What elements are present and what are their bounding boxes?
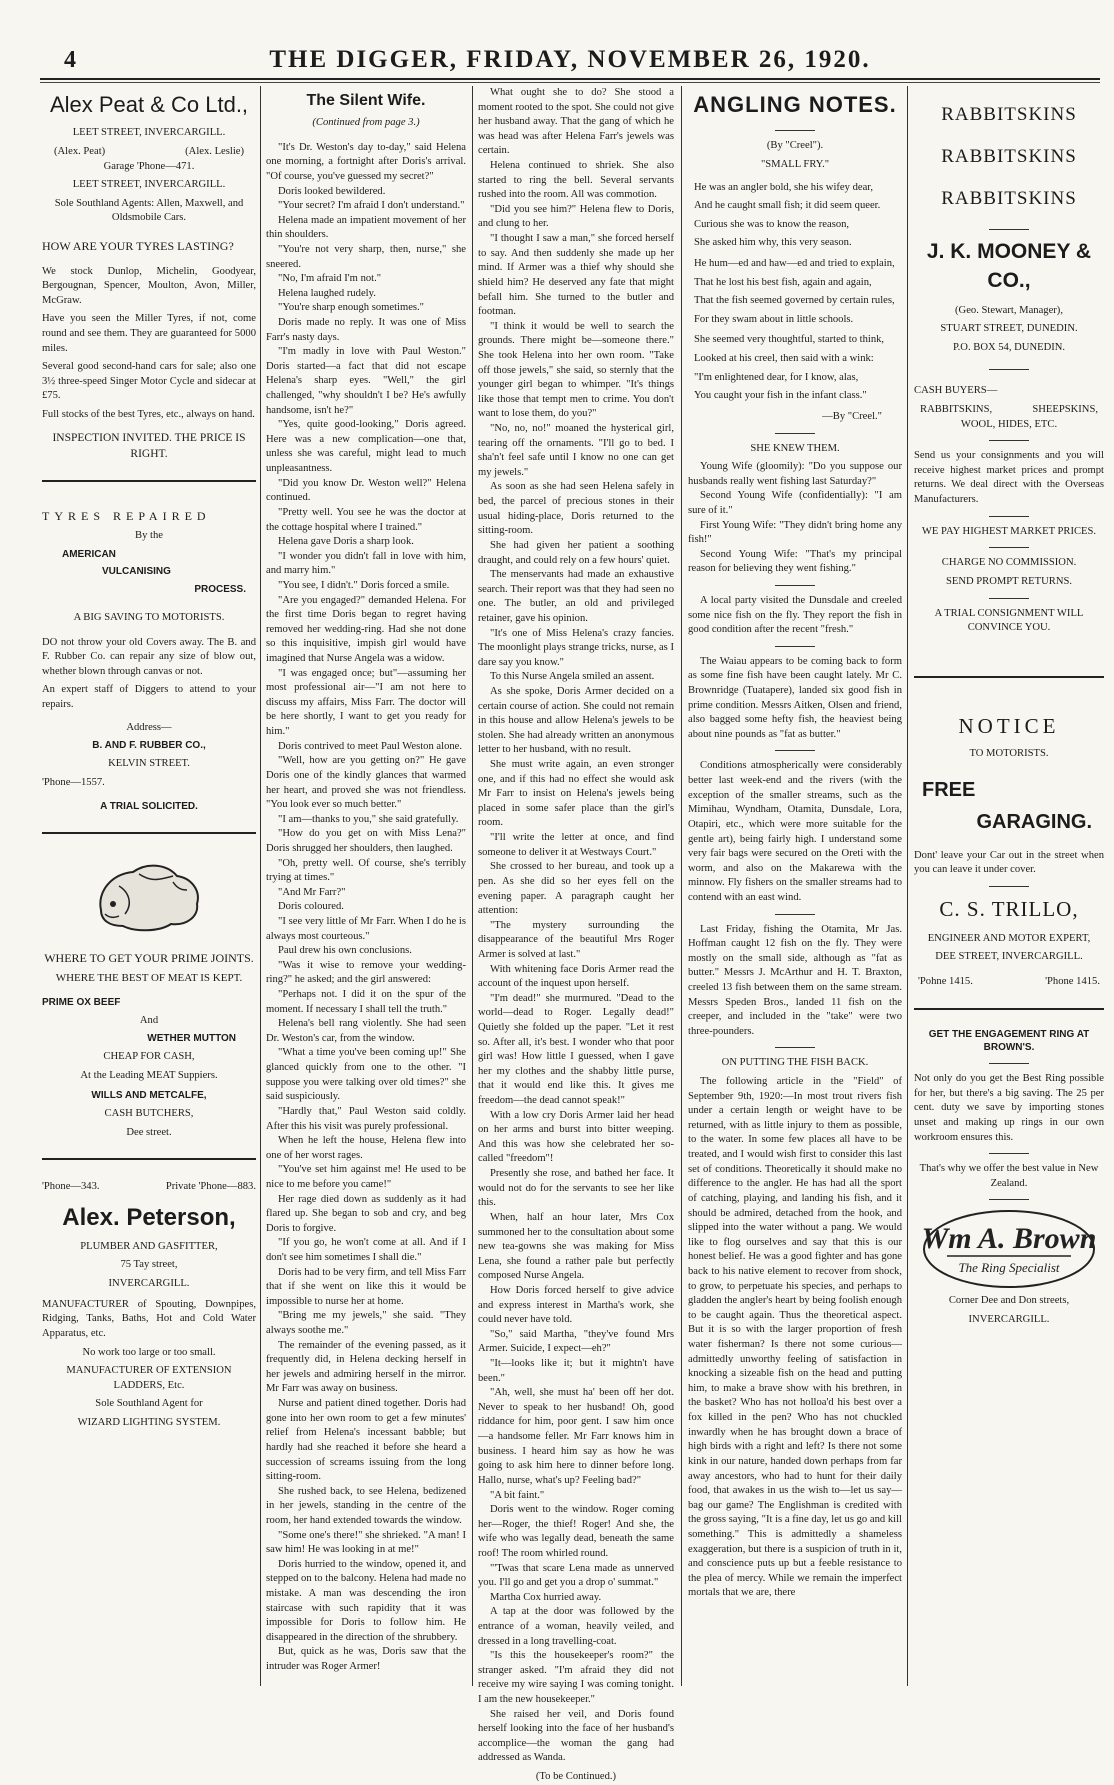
divider bbox=[775, 585, 815, 586]
story-paragraph: "You're sharp enough sometimes." bbox=[278, 302, 425, 314]
divider bbox=[775, 750, 815, 751]
angling-para-1: A local party visited the Dunsdale and creeled some nice fish on the fly. They report the fish in good condition after the recent "fresh." bbox=[688, 594, 902, 636]
poem-line: She seemed very thoughtful, started to think, bbox=[694, 334, 885, 346]
ad-peat-agents: Sole Southland Agents: Allen, Maxwell, and Oldsmobile Cars. bbox=[54, 197, 244, 224]
story-paragraph: "The mystery surrounding the disappearance of the beautiful Mrs Roger Armer is solved at last." bbox=[478, 919, 674, 960]
story-paragraph: "It's one of Miss Helena's crazy fancies. The moonlight plays strange tricks, nurse, as I dare say you know." bbox=[478, 627, 674, 668]
story-paragraph: "Did you see him?" Helena flew to Doris, and clung to her. bbox=[478, 203, 674, 230]
story-paragraph: Doris looked bewildered. bbox=[278, 185, 386, 197]
story-paragraph: With whitening face Doris Armer read the account of the inquest upon herself. bbox=[478, 963, 674, 990]
story-paragraph: "Bring me my jewels," she said. "They always soothe me." bbox=[266, 1310, 466, 1337]
story-paragraph: "I think it would be well to search the grounds. There might be—someone there." She took Helena into her own room. "Take off those jewels," she said, so sternly that the younger girl began to whimper. "It's things like those that tempt men to crime. You don't want to lose them, do you?" bbox=[478, 320, 674, 420]
story-paragraph: Helena laughed rudely. bbox=[278, 287, 376, 299]
dialogue-line: Second Young Wife: "That's my principal reason for believing they went fishing." bbox=[688, 548, 902, 575]
story-paragraph: "Your secret? I'm afraid I don't understand." bbox=[278, 200, 465, 212]
story-paragraph: When, half an hour later, Mrs Cox summoned her to the consultation about some new tea-gowns she was making for Miss Lena, she found a rather pale but perfectly composed Nurse Angela. bbox=[478, 1211, 674, 1282]
story-paragraph: As soon as she had seen Helena safely in bed, the parcel of precious stones in their usual hiding-place, Doris returned to the sitting-room. bbox=[478, 481, 674, 537]
story-paragraph: How Doris forced herself to give advice and express interest in Martha's work, she could never have told. bbox=[478, 1284, 674, 1326]
story-paragraph: Doris contrived to meet Paul Weston alone. bbox=[278, 740, 463, 752]
ad-tyres-trial: A TRIAL SOLICITED. bbox=[100, 801, 198, 813]
story-paragraph: "How do you get on with Miss Lena?" Doris shrugged her shoulders, then laughed. bbox=[266, 828, 466, 854]
poem-line: That he lost his best fish, again and again, bbox=[694, 276, 872, 288]
divider bbox=[989, 598, 1029, 599]
story-paragraph: "I was engaged once; but"—assuming her most professional air—"I am not here to discuss my affairs, Miss Farr. The doctor will be here shortly, I want to get you ready for him." bbox=[266, 667, 466, 738]
story-paragraph: Doris went to the window. Roger coming her—Roger, the thief! Roger! And she, the wife who was legally dead, beneath the same roof! The room whirled round. bbox=[478, 1504, 674, 1559]
divider bbox=[914, 1008, 1104, 1010]
ad-tyres-vulcanising: VULCANISING bbox=[102, 566, 171, 578]
ad-peat-name: Alex Peat & Co Ltd., bbox=[49, 92, 249, 117]
garage-dont: Dont' leave your Car out in the street when you can leave it under cover. bbox=[914, 849, 1104, 876]
story-paragraph: What ought she to do? She stood a moment rooted to the spot. She could not give her husband away. That the gang of which he was head was after Helena Farr's jewels was certain. bbox=[478, 87, 674, 157]
angling-para-4: Last Friday, fishing the Otamita, Mr Jas. Hoffman caught 12 fish on the fly. They were mostly on the small side, although as "fat as butter." Messrs J. McArthur and H. T. Braxton, creeled 13 fish between them on the same stream. Messrs Speden Bros., landed 11 fish on the creeper, and included in the "take" were two three-pounders. bbox=[688, 923, 902, 1037]
dialogue-line: Second Young Wife (confidentially): "I am sure of it." bbox=[688, 490, 902, 516]
divider bbox=[775, 433, 815, 434]
story-paragraph: "A bit faint." bbox=[490, 1489, 545, 1501]
story-paragraph: Doris had to be very firm, and tell Miss Farr that if she went on like this it would be impossible to nurse her at home. bbox=[266, 1266, 466, 1307]
divider bbox=[989, 440, 1029, 441]
divider bbox=[914, 676, 1104, 678]
story-paragraph: Doris coloured. bbox=[278, 901, 344, 913]
poem-line: "I'm enlightened dear, for I know, alas, bbox=[694, 371, 859, 383]
story-paragraph: She rushed back, to see Helena, bedizened in her jewels, standing in the centre of the room, her hand extended towards the window. bbox=[266, 1485, 466, 1526]
trillo-street: DEE STREET, INVERCARGILL. bbox=[935, 951, 1083, 963]
ad-peterson-trade: PLUMBER AND GASFITTER, bbox=[80, 1240, 218, 1252]
mooney-box: P.O. BOX 54, DUNEDIN. bbox=[952, 341, 1066, 353]
story-paragraph: "'Twas that scare Lena made as unnerved you. I'll go and get you a drop o' summat." bbox=[478, 1562, 674, 1589]
poem-line: He was an angler bold, she his wifey dear, bbox=[694, 181, 874, 193]
divider bbox=[775, 130, 815, 131]
story-paragraph: To this Nurse Angela smiled an assent. bbox=[490, 671, 655, 683]
angling-signature: —By "Creel." bbox=[822, 410, 882, 422]
divider bbox=[775, 646, 815, 647]
story-paragraph: Doris hurried to the window, opened it, and stepped on to the balcony. Helena had made no mistake. A man was descending the iron staircase with such rapidity that it was impossible for Doris to follow him. He disappeared in the direction of the shrubbery. bbox=[266, 1558, 466, 1643]
ad-tyres-heading: TYRES REPAIRED bbox=[42, 509, 211, 524]
story-paragraph: "Oh, pretty well. Of course, she's terribly trying at times." bbox=[266, 857, 466, 884]
story-paragraph: "I wonder you didn't fall in love with him, and marry him." bbox=[266, 550, 466, 577]
garage-free: FREE bbox=[922, 779, 976, 802]
divider bbox=[42, 1158, 256, 1160]
ad-peterson-phones bbox=[42, 1180, 256, 1195]
divider bbox=[42, 832, 256, 834]
ad-peterson-agent: Sole Southland Agent for bbox=[95, 1398, 203, 1410]
dialogue-line: Young Wife (gloomily): "Do you suppose our husbands really went fishing last Saturday?" bbox=[688, 461, 902, 487]
ad-tyres-street: KELVIN STREET. bbox=[108, 757, 190, 769]
ad-peat-stock: We stock Dunlop, Michelin, Goodyear, Bergougnan, Spencer, Moulton, Avon, Miller, McGraw. bbox=[42, 265, 256, 306]
brown-offer: That's why we offer the best value in New Zealand. bbox=[919, 1163, 1099, 1189]
story-paragraph: "No, I'm afraid I'm not." bbox=[278, 273, 382, 285]
divider bbox=[775, 914, 815, 915]
story-paragraph: "It's Dr. Weston's day to-day," said Helena one morning, a fortnight after Doris's arrival. "Of course, you've guessed my secret?" bbox=[266, 141, 466, 182]
story-paragraph: She must write again, an even stronger one, and if this had no effect she would ask Mr Farr to insist on Helena's jewels being placed in some safer place than the girl's room. bbox=[478, 759, 674, 829]
ad-peterson-manufacturer: MANUFACTURER of Spouting, Downpipes, Ridging, Tanks, Baths, Hot and Cold Water Apparatus, etc. bbox=[42, 1298, 256, 1339]
ad-meat-best: WHERE THE BEST OF MEAT IS KEPT. bbox=[55, 971, 243, 984]
ad-peat-question: HOW ARE YOUR TYRES LASTING? bbox=[42, 239, 234, 254]
ad-peterson-ladders: MANUFACTURER OF EXTENSION LADDERS, Etc. bbox=[66, 1365, 232, 1391]
mooney-sheepskins: SHEEPSKINS, bbox=[1032, 404, 1098, 416]
brown-logo-tagline: The Ring Specialist bbox=[958, 1260, 1060, 1276]
ad-meat-butchers: CASH BUTCHERS, bbox=[104, 1107, 194, 1119]
story-paragraph: "Was it wise to remove your wedding-ring?" he asked; and the girl answered: bbox=[266, 959, 466, 986]
ad-peterson-nowork: No work too large or too small. bbox=[82, 1346, 216, 1358]
ad-meat-beef: PRIME OX BEEF bbox=[42, 996, 121, 1008]
poem-line: She asked him why, this very season. bbox=[694, 237, 852, 249]
ad-peterson bbox=[42, 1180, 256, 1430]
story-paragraph: "I see very little of Mr Farr. When I do he is always most courteous." bbox=[266, 915, 466, 942]
poem-line: For they swam about in little schools. bbox=[694, 313, 854, 325]
column-divider bbox=[472, 86, 473, 1686]
column-2 bbox=[266, 86, 466, 1686]
trillo-name: C. S. TRILLO, bbox=[939, 896, 1079, 921]
angling-small-fry: "SMALL FRY." bbox=[760, 158, 830, 170]
brown-heading: GET THE ENGAGEMENT RING AT BROWN'S. bbox=[928, 1028, 1090, 1054]
brown-corner: Corner Dee and Don streets, bbox=[948, 1295, 1070, 1307]
story-paragraph: With a low cry Doris Armer laid her head on her arms and burst into bitter weeping. And this was how she celebrated her so-called "freedom"! bbox=[478, 1109, 674, 1165]
angling-para-5: The following article in the "Field" of September 9th, 1920:—In most trout rivers fish under a certain length or weight have to be returned, with as little injury to them as possible, to the water. In some few places all have to be treated, and I would wish first to consider this last set of conditions. Theoretically it should make no difference to the angler. He has had all the sport of catching, playing, and landing his fish, and it should be admired, detached from the hook, and slipped into the water without a pang. We would like to flog ourselves and say that this is our honest belief. He was a good fighter and has gone back to his native element to recover from shock, to grow, to perpetuate his species, and perhaps to gladden the angler's heart by being foolish enough to be caught again. Thus the theoretical aspect. But it is so with the larger proportion of fresh water fisherman? Is there not some curious—admittedly unworthy feeling of satisfaction in knocking a sizeable fish on the head and putting him, to make a brave show with his brethren, in the basket? Who has not holloa'd his best over a fox killed in the pen? Who has not chuckled inwardly when he has brought down a brace of high birds with a right and left? Is there not some kink in our nature, handed down perhaps from far away ancestors, who had to hunt for their daily food, that awakes in us the wish to—let us say—bag our game? The Englishman is credited with the gross saying, "It is a fine day, let us go and kill something." This is admittedly a shameless exaggeration, but there is a suspicion of truth in it, and conscience puts up but a feeble resistance to the plea of mercy. While we remain the imperfect mortals that we are, there bbox=[688, 1076, 902, 1599]
ad-peat-street: LEET STREET, INVERCARGILL. bbox=[72, 127, 226, 139]
ad-meat-firm: WILLS AND METCALFE, bbox=[91, 1090, 207, 1102]
story-paragraph: "You've set him against me! He used to be nice to me before you came!" bbox=[266, 1164, 466, 1190]
story-paragraph: Presently she rose, and bathed her face. It would not do for the servants to see her like this. bbox=[478, 1168, 674, 1209]
mooney-send: Send us your consignments and you will receive highest market prices and prompt returns. We deal direct with the Overseas Manufacturers. bbox=[914, 450, 1104, 506]
notice-heading: NOTICE bbox=[958, 713, 1060, 738]
ad-tyres-body2: An expert staff of Diggers to attend to your repairs. bbox=[42, 684, 256, 710]
ad-meat bbox=[42, 852, 256, 1140]
ad-peterson-town: INVERCARGILL. bbox=[108, 1278, 190, 1290]
ox-head-illustration bbox=[89, 852, 209, 942]
ad-peat-street2: LEET STREET, INVERCARGILL. bbox=[72, 179, 226, 191]
column-divider bbox=[260, 86, 261, 1686]
dialogue-line: First Young Wife: "They didn't bring home any fish!" bbox=[688, 519, 902, 546]
story-paragraph: "I am—thanks to you," she said gratefully. bbox=[278, 813, 459, 825]
story-paragraph: "Did you know Dr. Weston well?" Helena continued. bbox=[266, 477, 466, 504]
ad-tyres-address: Address— bbox=[126, 721, 172, 733]
story-paragraph: "So," said Martha, "they've found Mrs Armer. Suicide, I expect—eh?" bbox=[478, 1328, 674, 1355]
story-paragraph: Helena gave Doris a sharp look. bbox=[278, 536, 414, 548]
story-paragraph: But, quick as he was, Doris saw that the intruder was Roger Armer! bbox=[266, 1646, 466, 1673]
divider bbox=[989, 229, 1029, 230]
poem-line: Looked at his creel, then said with a wink: bbox=[694, 353, 874, 365]
ad-tyres-repaired bbox=[42, 508, 256, 814]
divider bbox=[989, 1153, 1029, 1154]
story-paragraph: The menservants had made an exhaustive search. Their report was that they had seen no one. The butler, an old and privileged retainer, gave his opinion. bbox=[478, 569, 674, 624]
poem-line: That the fish seemed governed by certain rules, bbox=[694, 295, 895, 307]
poem-line: And he caught small fish; it did seem queer. bbox=[694, 200, 881, 212]
column-1 bbox=[42, 86, 256, 1686]
ad-tyres-body1: DO not throw your old Covers away. The B. and F. Rubber Co. can repair any size of blow out, whether blown through canvas or not. bbox=[42, 636, 256, 677]
story-paragraph: When he left the house, Helena flew into one of her worst rages. bbox=[266, 1135, 466, 1161]
story-paragraph: The remainder of the evening passed, as it frequently did, in Helena decking herself in her jewels and admiring herself in the mirror. Mr Farr was away on business. bbox=[266, 1339, 466, 1395]
story-paragraph: As she spoke, Doris Armer decided on a certain course of action. She could not remain in this house and allow Helena's jewels to be stolen. She had already written an anonymous letter to her husband, with no result. bbox=[478, 685, 674, 756]
story-paragraph: "No, no, no!" moaned the hysterical girl, tearing off the ornaments. "I'll go to bed. I sha'n't feel safe until I know no one can get my jewels." bbox=[478, 423, 674, 478]
story-paragraph: "If you go, he won't come at all. And if I don't see him sometimes I shall die." bbox=[266, 1237, 466, 1263]
story-paragraph: "Are you engaged?" demanded Helena. For the first time Doris began to regret having removed her wedding-ring. Had she not done so this inquisitive, impish girl would have imagined that Nurse Angela was a widow. bbox=[266, 594, 466, 665]
ad-peat-cars: Several good second-hand cars for sale; also one 3½ three-speed Singer Motor Cycle and sidecar at £75. bbox=[42, 361, 256, 402]
angling-byline: (By "Creel"). bbox=[766, 140, 824, 152]
ad-peat-phone: Garage 'Phone—471. bbox=[103, 160, 195, 172]
trillo-phones bbox=[914, 969, 1104, 990]
story-paragraph: "It—looks like it; but it mightn't have been." bbox=[478, 1358, 674, 1384]
poem-line: You caught your fish in the infant class." bbox=[694, 390, 867, 402]
ad-tyres-process: PROCESS. bbox=[194, 584, 246, 596]
brown-town: INVERCARGILL. bbox=[968, 1313, 1050, 1325]
garage-garaging: GARAGING. bbox=[976, 810, 1092, 833]
story-paragraph: "What a time you've been coming up!" She glanced quickly from one to the other. "I suppose you were talking over old times?" she said suspiciously. bbox=[266, 1047, 466, 1103]
divider bbox=[989, 886, 1029, 887]
story-paragraph: Paul drew his own conclusions. bbox=[278, 945, 412, 957]
story-title: The Silent Wife. bbox=[306, 92, 426, 109]
story-paragraph: She raised her veil, and Doris found herself looking into the face of her husband's accomplice—the woman the gang had addressed as Wanda. bbox=[478, 1708, 674, 1764]
divider bbox=[42, 480, 256, 482]
story-paragraph: Her rage died down as suddenly as it had flared up. She began to sob and cry, and beg Doris to forgive. bbox=[266, 1193, 466, 1234]
story-paragraph: "I'm dead!" she murmured. "Dead to the world—dead to Roger. Legally dead!" Quietly she folded up the paper. "Let it rest so. After all, it's best. I wonder who that poor girl was! How little I guessed, when I gave her my clothes and the shabby little purse, that it would end like this. It gives me freedom—the dead cannot speak!" bbox=[478, 992, 674, 1107]
ad-peat-names bbox=[42, 145, 256, 160]
ad-peat-name-right: (Alex. Leslie) bbox=[185, 145, 244, 157]
story-paragraph: "I thought I saw a man," she forced herself to say. And then suddenly she made up her mind. If Armer was a thief why should she shield him? He deserved any fate that might befall him. She turned to the butler and footman. bbox=[478, 233, 674, 318]
story-paragraph: Martha Cox hurried away. bbox=[490, 1591, 602, 1603]
ad-tyres-american: AMERICAN bbox=[62, 548, 116, 560]
ad-meat-cheap: CHEAP FOR CASH, bbox=[103, 1050, 195, 1062]
ad-meat-mutton: WETHER MUTTON bbox=[147, 1033, 236, 1045]
story-paragraph: "Perhaps not. I did it on the spur of the moment. If necessary I shall tell the truth." bbox=[266, 989, 466, 1015]
poem-line: He hum—ed and haw—ed and tried to explain, bbox=[694, 258, 895, 270]
angling-putting-heading: ON PUTTING THE FISH BACK. bbox=[721, 1057, 869, 1069]
column-3 bbox=[478, 86, 674, 1783]
angling-poem-1 bbox=[688, 181, 902, 251]
story-paragraph: Helena's bell rang violently. She had seen Dr. Weston's car, from the window. bbox=[266, 1018, 466, 1044]
rabbitskins-2: RABBITSKINS bbox=[941, 146, 1077, 168]
newspaper-title: THE DIGGER, FRIDAY, NOVEMBER 26, 1920. bbox=[269, 46, 871, 73]
brown-logo-name: Wm A. Brown bbox=[921, 1222, 1097, 1256]
story-paragraph: "Hardly that," Paul Weston said coldly. After this his visit was purely professional. bbox=[266, 1105, 466, 1132]
column-4 bbox=[688, 86, 902, 1686]
divider bbox=[775, 1047, 815, 1048]
poem-line: Curious she was to know the reason, bbox=[694, 218, 850, 230]
ad-meat-where: WHERE TO GET YOUR PRIME JOINTS. bbox=[44, 951, 254, 965]
story-paragraph: "Pretty well. You see he was the doctor at the cottage hospital where I trained." bbox=[266, 506, 466, 533]
divider bbox=[989, 516, 1029, 517]
story-text-col3 bbox=[478, 86, 674, 1766]
story-paragraph: "Yes, quite good-looking," Doris agreed. Here was a new complication—one that, unless she was careful, might lead to much unpleasantness. bbox=[266, 419, 466, 475]
mooney-name: J. K. MOONEY & CO., bbox=[926, 239, 1092, 292]
divider bbox=[989, 369, 1029, 370]
story-paragraph: Helena made an impatient movement of her thin shoulders. bbox=[266, 214, 466, 241]
angling-knew-heading: SHE KNEW THEM. bbox=[750, 442, 840, 454]
notice-motorists: TO MOTORISTS. bbox=[969, 747, 1049, 759]
column-5 bbox=[914, 86, 1104, 1686]
story-paragraph: She had given her patient a soothing draught, and could rely on a few hours' quiet. bbox=[478, 539, 674, 566]
ad-peat-invited: INSPECTION INVITED. THE PRICE IS RIGHT. bbox=[52, 431, 246, 460]
mooney-trial: A TRIAL CONSIGNMENT WILL CONVINCE YOU. bbox=[934, 607, 1084, 634]
ad-alex-peat bbox=[42, 90, 256, 462]
angling-poem-2 bbox=[688, 257, 902, 327]
ad-peterson-name: Alex. Peterson, bbox=[62, 1203, 236, 1231]
story-paragraph: Helena continued to shriek. She also started to ring the bell. Several servants rushed into the room. All was commotion. bbox=[478, 160, 674, 201]
divider bbox=[989, 1063, 1029, 1064]
angling-para-3: Conditions atmospherically were considerably better last week-end and the rivers (with the exception of the smaller streams, such as the Mimihau, Wyndham, Otamita, Dunsdale, Lora, Otapiri, etc., which were more suitable for the gentle art), being fairly high. I understand some very fair bags were secured on the Oreti with the worm, and also on the Makarewa with the minnow. Fly fishers on the smaller streams had to contend with an east wind. bbox=[688, 760, 902, 903]
ad-peterson-wizard: WIZARD LIGHTING SYSTEM. bbox=[77, 1416, 221, 1428]
rabbitskins-3: RABBITSKINS bbox=[941, 188, 1077, 210]
brown-body: Not only do you get the Best Ring possible for her, but there's a big saving. The 25 per cent. duty we save by importing stones unset and making up rings in our own workroom ensures this. bbox=[914, 1073, 1104, 1143]
trillo-engineer: ENGINEER AND MOTOR EXPERT, bbox=[927, 932, 1091, 944]
ad-peterson-phone: 'Phone—343. bbox=[42, 1181, 100, 1193]
story-paragraph: "Is this the housekeeper's room?" the stranger asked. "I'm afraid they did not receive my wire saying I was coming tonight. I am the new housekeeper." bbox=[478, 1650, 674, 1706]
brown-logo bbox=[921, 1208, 1097, 1290]
story-paragraph: "I'm madly in love with Paul Weston." Doris started—a fact that did not escape Helena's sharp eyes. "Well," the girl challenged, "why shouldn't I be? He's awfully handsome, isn't he?" bbox=[266, 346, 466, 416]
story-continued: (Continued from page 3.) bbox=[312, 117, 420, 129]
story-tbc: (To be Continued.) bbox=[535, 1771, 617, 1783]
mooney-cash: CASH BUYERS— bbox=[914, 385, 998, 397]
ad-tyres-by: By the bbox=[135, 529, 163, 541]
ad-peat-stocks: Full stocks of the best Tyres, etc., always on hand. bbox=[42, 409, 255, 421]
ad-tyres-company: B. AND F. RUBBER CO., bbox=[92, 740, 206, 752]
masthead bbox=[40, 44, 1100, 80]
trillo-phone-left: 'Pohne 1415. bbox=[918, 975, 973, 987]
story-paragraph: Nurse and patient dined together. Doris had gone into her own room to get a few minutes' relief from Helena's incessant babble; but hardly had she reached it before she heard a succession of screams issuing from the long sitting-room. bbox=[266, 1398, 466, 1483]
story-paragraph: "You see, I didn't." Doris forced a smile. bbox=[278, 579, 450, 591]
ad-peterson-private-phone: Private 'Phone—883. bbox=[165, 1181, 256, 1193]
mooney-street: STUART STREET, DUNEDIN. bbox=[940, 323, 1078, 335]
ad-tyres-phone: 'Phone—1557. bbox=[42, 776, 105, 788]
column-divider bbox=[907, 86, 908, 1686]
ad-meat-and: And bbox=[139, 1014, 159, 1026]
story-paragraph: "Ah, well, she must ha' been off her dot. Never to speak to her husband! Oh, good riddance for him, poor gent. I saw him once—a handsome feller. Mr Farr knows him in business. I heard him say as how he was going to ask him here to dinner before long. Hallo, nurse, what's up? Feeling bad?" bbox=[478, 1387, 674, 1486]
masthead-rule bbox=[40, 82, 1100, 83]
mooney-manager: (Geo. Stewart, Manager), bbox=[955, 304, 1063, 316]
divider bbox=[989, 1199, 1029, 1200]
column-divider bbox=[681, 86, 682, 1686]
page-number: 4 bbox=[64, 47, 76, 73]
ad-peterson-street: 75 Tay street, bbox=[120, 1259, 178, 1271]
story-paragraph: "And Mr Farr?" bbox=[278, 886, 346, 898]
story-paragraph: She crossed to her bureau, and took up a pen. As she did so her eyes fell on the evening paper. A paragraph caught her attention: bbox=[478, 861, 674, 917]
mooney-pay: WE PAY HIGHEST MARKET PRICES. bbox=[921, 525, 1097, 537]
trillo-phone-right: 'Phone 1415. bbox=[1045, 975, 1100, 987]
ad-meat-street: Dee street. bbox=[126, 1126, 172, 1138]
mooney-wool: WOOL, HIDES, ETC. bbox=[960, 418, 1058, 430]
story-paragraph: A tap at the door was followed by the entrance of a woman, heavily veiled, and dressed in a long travelling-coat. bbox=[478, 1606, 674, 1647]
story-paragraph: "Well, how are you getting on?" He gave Doris one of the kindly glances that warmed her heart, and proved she was not friendless. "You look ever so much better." bbox=[266, 755, 466, 811]
mooney-rabbitskins: RABBITSKINS, bbox=[920, 404, 993, 416]
angling-poem-3 bbox=[688, 333, 902, 403]
story-text-col2 bbox=[266, 141, 466, 1675]
ad-tyres-saving: A BIG SAVING TO MOTORISTS. bbox=[73, 611, 225, 623]
mooney-prompt: SEND PROMPT RETURNS. bbox=[945, 575, 1073, 587]
story-paragraph: Doris made no reply. It was one of Miss Farr's nasty days. bbox=[266, 317, 466, 343]
mooney-list bbox=[914, 403, 1104, 418]
ad-meat-leading: At the Leading MEAT Suppiers. bbox=[80, 1069, 218, 1081]
divider bbox=[989, 547, 1029, 548]
ad-peat-name-left: (Alex. Peat) bbox=[54, 145, 106, 157]
mooney-charge: CHARGE NO COMMISSION. bbox=[941, 557, 1077, 569]
story-paragraph: "Some one's there!" she shrieked. "A man! I saw him! He was looking in at me!" bbox=[266, 1529, 466, 1556]
angling-knew-body bbox=[688, 460, 902, 577]
story-paragraph: "You're not very sharp, then, nurse," she sneered. bbox=[266, 243, 466, 270]
rabbitskins-1: RABBITSKINS bbox=[941, 104, 1077, 125]
angling-title: ANGLING NOTES. bbox=[693, 92, 897, 117]
angling-para-2: The Waiau appears to be coming back to form as some fine fish have been caught lately. Mr C. Brownridge (Tuatapere), landed six good fish in prime condition. Messrs Aitken, Olsen and friend, also bagged some hefty fish, the heaviest being about nine pounds as "fat as butter." bbox=[688, 655, 902, 740]
ad-peat-miller: Have you seen the Miller Tyres, if not, come round and see them. They are guaranteed for 5000 miles. bbox=[42, 313, 256, 354]
story-paragraph: "I'll write the letter at once, and find someone to deliver it at Westways Court." bbox=[478, 832, 674, 858]
